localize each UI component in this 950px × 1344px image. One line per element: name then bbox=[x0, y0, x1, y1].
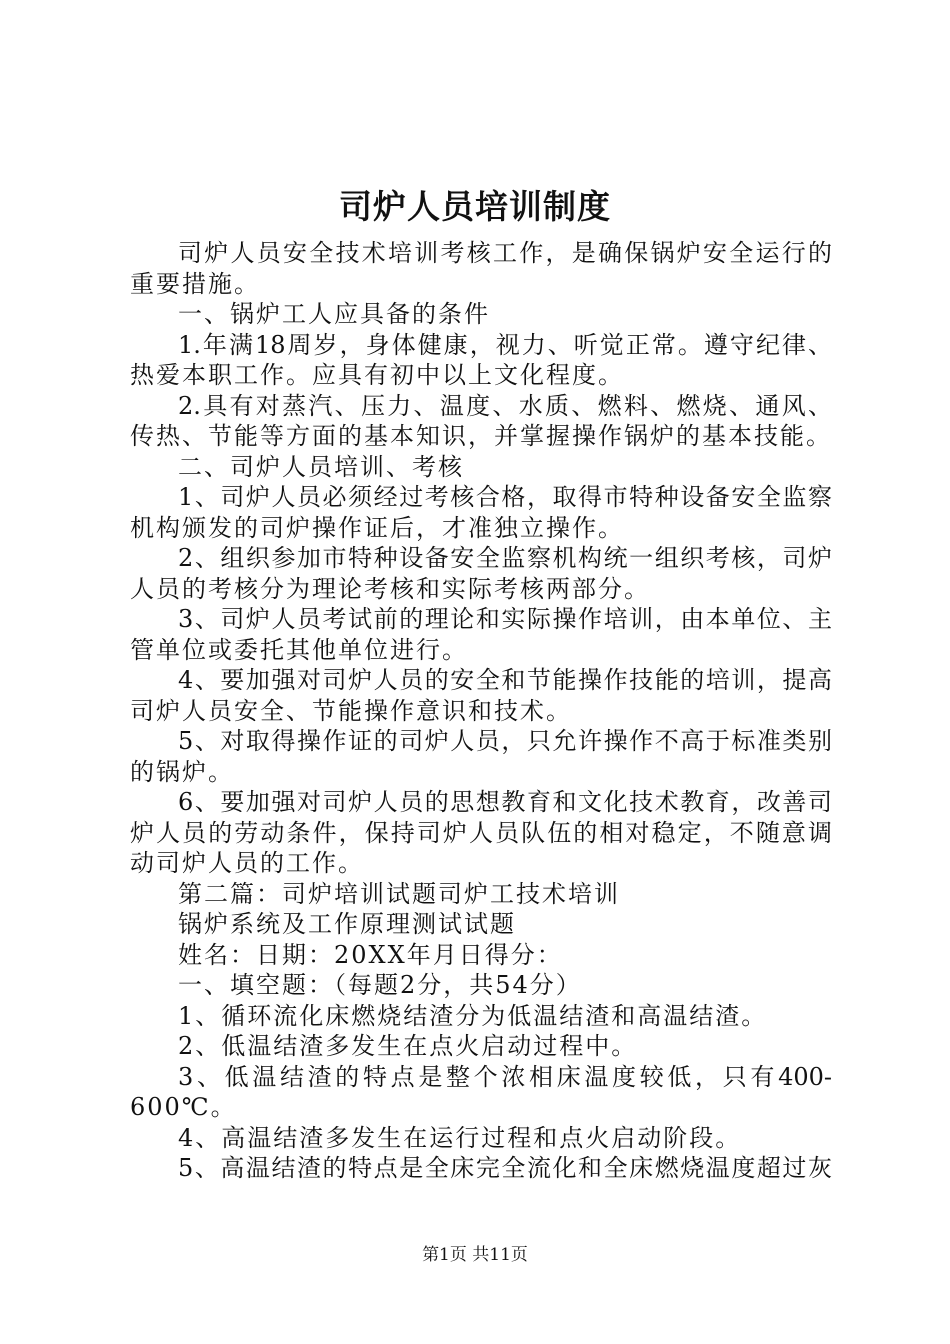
text-line: 机构颁发的司炉操作证后，才准独立操作。 bbox=[130, 513, 624, 542]
page-footer: 第1页 共11页 bbox=[422, 1245, 528, 1265]
text-line: 的锅炉。 bbox=[130, 757, 234, 786]
text-line: 6、要加强对司炉人员的思想教育和文化技术教育，改善司 bbox=[178, 788, 832, 816]
text-line: 2、低温结渣多发生在点火启动过程中。 bbox=[178, 1032, 638, 1060]
text-line: 炉人员的劳动条件，保持司炉人员队伍的相对稳定，不随意调 bbox=[130, 818, 832, 847]
text-line: 热爱本职工作。应具有初中以上文化程度。 bbox=[130, 361, 624, 389]
text-line: 锅炉系统及工作原理测试试题 bbox=[178, 910, 516, 938]
text-line: 1、循环流化床燃烧结渣分为低温结渣和高温结渣。 bbox=[178, 1001, 768, 1030]
section-heading: 第二篇：司炉培训试题司炉工技术培训 bbox=[178, 879, 620, 908]
text-line: 司炉人员安全技术培训考核工作，是确保锅炉安全运行的 bbox=[178, 239, 832, 267]
text-line: 2、组织参加市特种设备安全监察机构统一组织考核，司炉 bbox=[178, 544, 832, 572]
text-line: 3、司炉人员考试前的理论和实际操作培训，由本单位、主 bbox=[178, 605, 832, 633]
text-line: 动司炉人员的工作。 bbox=[130, 849, 364, 877]
text-line: 4、要加强对司炉人员的安全和节能操作技能的培训，提高 bbox=[178, 666, 832, 694]
text-line: 5、高温结渣的特点是全床完全流化和全床燃烧温度超过灰 bbox=[178, 1154, 832, 1182]
text-line: 重要措施。 bbox=[130, 269, 260, 298]
section-heading: 一、锅炉工人应具备的条件 bbox=[178, 300, 490, 328]
text-line: 司炉人员安全、节能操作意识和技术。 bbox=[130, 696, 572, 725]
text-line: 3、低温结渣的特点是整个浓相床温度较低，只有400- bbox=[178, 1062, 832, 1091]
text-line: 人员的考核分为理论考核和实际考核两部分。 bbox=[130, 574, 650, 603]
text-line: 600℃。 bbox=[130, 1093, 237, 1121]
text-line: 2.具有对蒸汽、压力、温度、水质、燃料、燃烧、通风、 bbox=[178, 391, 832, 420]
text-line: 管单位或委托其他单位进行。 bbox=[130, 635, 468, 664]
document-body bbox=[130, 238, 832, 1184]
text-line: 4、高温结渣多发生在运行过程和点火启动阶段。 bbox=[178, 1123, 742, 1152]
document-title: 司炉人员培训制度 bbox=[339, 187, 611, 226]
text-line: 5、对取得操作证的司炉人员，只允许操作不高于标准类别 bbox=[178, 727, 832, 755]
text-line: 传热、节能等方面的基本知识，并掌握操作锅炉的基本技能。 bbox=[130, 422, 832, 450]
text-line: 1、司炉人员必须经过考核合格，取得市特种设备安全监察 bbox=[178, 483, 832, 511]
text-line: 姓名：日期：20XX年月日得分： bbox=[178, 940, 563, 969]
text-line: 1.年满18周岁，身体健康，视力、听觉正常。遵守纪律、 bbox=[178, 330, 832, 359]
section-heading: 二、司炉人员培训、考核 bbox=[178, 452, 464, 481]
section-heading: 一、填空题：（每题2分，共54分） bbox=[178, 971, 582, 999]
